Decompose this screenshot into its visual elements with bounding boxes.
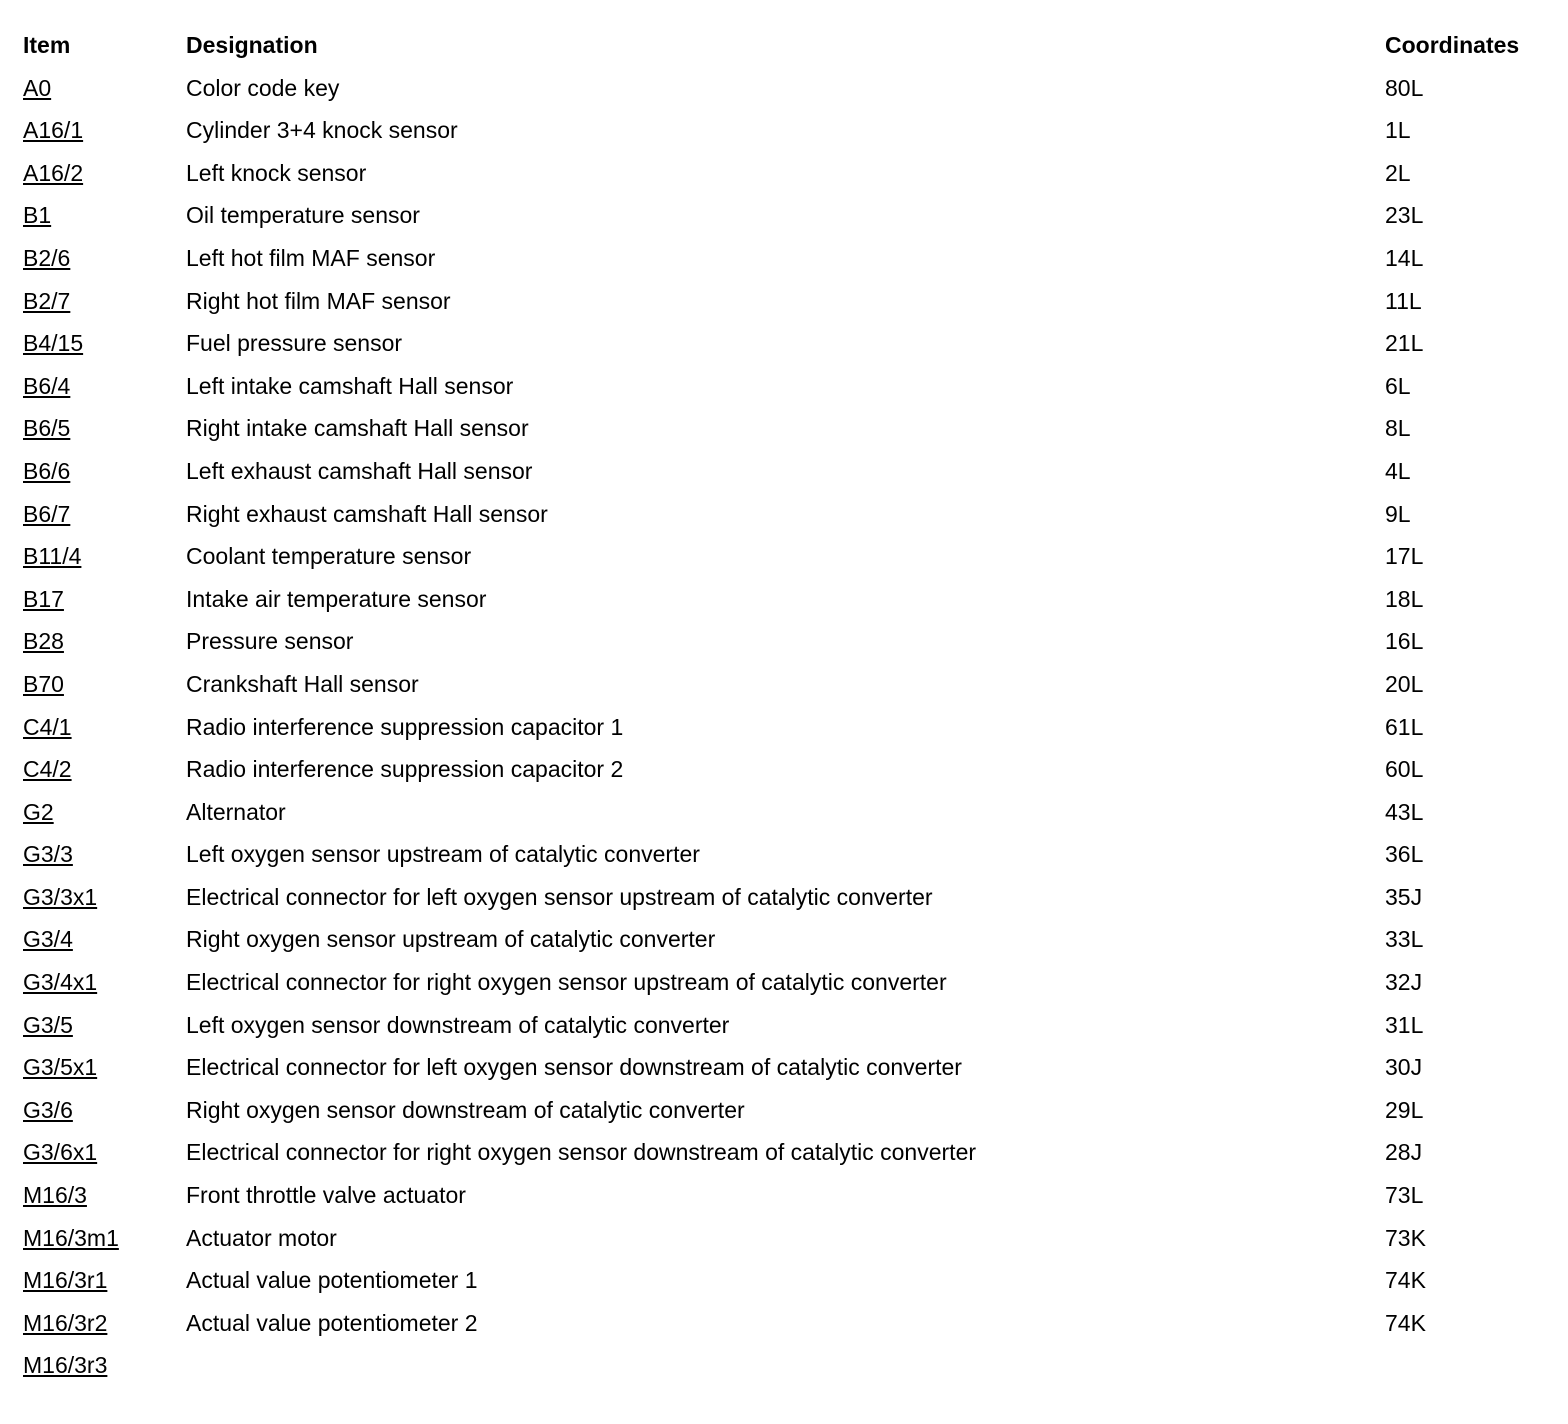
table-row bbox=[23, 237, 1553, 280]
table-row bbox=[23, 194, 1553, 237]
table-row bbox=[23, 1217, 1553, 1260]
coordinates-cell: 14L bbox=[1385, 244, 1424, 271]
coordinates-cell: 17L bbox=[1385, 543, 1424, 570]
item-link[interactable]: B70 bbox=[23, 670, 64, 697]
designation-cell: Left hot film MAF sensor bbox=[186, 244, 436, 271]
coordinates-cell: 9L bbox=[1385, 500, 1411, 527]
designation-cell: Cylinder 3+4 knock sensor bbox=[186, 117, 458, 144]
designation-cell: Radio interference suppression capacitor 2 bbox=[186, 756, 624, 783]
header-coordinates: Coordinates bbox=[1385, 32, 1520, 58]
designation-cell: Front throttle valve actuator bbox=[186, 1182, 466, 1209]
table-row bbox=[23, 620, 1553, 663]
item-link[interactable]: B6/6 bbox=[23, 457, 71, 484]
item-link[interactable]: B28 bbox=[23, 628, 64, 655]
designation-cell: Oil temperature sensor bbox=[186, 202, 420, 229]
table-row bbox=[23, 1046, 1553, 1089]
table-row bbox=[23, 322, 1553, 365]
coordinates-cell: 60L bbox=[1385, 756, 1424, 783]
item-link[interactable]: B2/7 bbox=[23, 287, 71, 314]
coordinates-cell: 35J bbox=[1385, 883, 1423, 910]
coordinates-cell: 61L bbox=[1385, 713, 1424, 740]
designation-cell: Electrical connector for right oxygen sensor downstream of catalytic converter bbox=[186, 1139, 977, 1166]
designation-cell: Actuator motor bbox=[186, 1224, 337, 1251]
coordinates-cell: 31L bbox=[1385, 1011, 1424, 1038]
table-body bbox=[23, 67, 1553, 1387]
table-row bbox=[23, 1004, 1553, 1047]
table-row bbox=[23, 1344, 1553, 1387]
table-row bbox=[23, 706, 1553, 749]
item-link[interactable]: B1 bbox=[23, 202, 52, 229]
coordinates-cell: 11L bbox=[1385, 287, 1422, 314]
table-row bbox=[23, 109, 1553, 152]
item-link[interactable]: B6/5 bbox=[23, 415, 71, 442]
item-link[interactable]: B11/4 bbox=[23, 543, 82, 570]
coordinates-cell: 32J bbox=[1385, 969, 1423, 996]
item-link[interactable]: B6/7 bbox=[23, 500, 71, 527]
table-row bbox=[23, 1174, 1553, 1217]
table-row bbox=[23, 918, 1553, 961]
designation-cell: Intake air temperature sensor bbox=[186, 585, 487, 612]
item-link[interactable]: B6/4 bbox=[23, 372, 71, 399]
coordinates-cell: 36L bbox=[1385, 841, 1424, 868]
table-row bbox=[23, 152, 1553, 195]
designation-cell: Alternator bbox=[186, 798, 286, 825]
item-link[interactable]: G3/3x1 bbox=[23, 883, 98, 910]
table-row bbox=[23, 67, 1553, 110]
item-link[interactable]: A16/2 bbox=[23, 159, 84, 186]
table-row bbox=[23, 493, 1553, 536]
coordinates-cell: 33L bbox=[1385, 926, 1424, 953]
coordinates-cell: 28J bbox=[1385, 1139, 1423, 1166]
table-header bbox=[23, 24, 1553, 67]
coordinates-cell: 18L bbox=[1385, 585, 1424, 612]
designation-cell: Color code key bbox=[186, 74, 340, 101]
item-link[interactable]: G3/4 bbox=[23, 926, 73, 953]
item-link[interactable]: A0 bbox=[23, 74, 52, 101]
designation-cell: Pressure sensor bbox=[186, 628, 354, 655]
coordinates-cell: 2L bbox=[1385, 159, 1411, 186]
designation-cell: Right hot film MAF sensor bbox=[186, 287, 451, 314]
table-row bbox=[23, 578, 1553, 621]
designation-cell: Left oxygen sensor downstream of catalytic converter bbox=[186, 1011, 730, 1038]
designation-cell: Coolant temperature sensor bbox=[186, 543, 472, 570]
item-link[interactable]: A16/1 bbox=[23, 117, 84, 144]
coordinates-cell: 20L bbox=[1385, 670, 1424, 697]
table-row bbox=[23, 791, 1553, 834]
table-row bbox=[23, 365, 1553, 408]
component-table bbox=[23, 24, 1553, 1387]
item-link[interactable]: G3/6 bbox=[23, 1096, 73, 1123]
table-row bbox=[23, 663, 1553, 706]
coordinates-cell: 6L bbox=[1385, 372, 1411, 399]
designation-cell: Left exhaust camshaft Hall sensor bbox=[186, 457, 533, 484]
table-row bbox=[23, 450, 1553, 493]
item-link[interactable]: G3/4x1 bbox=[23, 969, 98, 996]
item-link[interactable]: M16/3r2 bbox=[23, 1309, 108, 1336]
designation-cell: Crankshaft Hall sensor bbox=[186, 670, 419, 697]
header-designation: Designation bbox=[186, 32, 318, 58]
designation-cell: Electrical connector for right oxygen sensor upstream of catalytic converter bbox=[186, 969, 947, 996]
coordinates-cell: 43L bbox=[1385, 798, 1424, 825]
designation-cell: Actual value potentiometer 1 bbox=[186, 1267, 478, 1294]
item-link[interactable]: M16/3 bbox=[23, 1182, 87, 1209]
coordinates-cell: 74K bbox=[1385, 1309, 1426, 1336]
coordinates-cell: 29L bbox=[1385, 1096, 1424, 1123]
coordinates-cell: 73K bbox=[1385, 1224, 1426, 1251]
table-row bbox=[23, 407, 1553, 450]
header-item: Item bbox=[23, 32, 71, 58]
item-link[interactable]: G2 bbox=[23, 798, 54, 825]
item-link[interactable]: G3/6x1 bbox=[23, 1139, 98, 1166]
designation-cell: Electrical connector for left oxygen sensor upstream of catalytic converter bbox=[186, 883, 933, 910]
designation-cell: Left intake camshaft Hall sensor bbox=[186, 372, 514, 399]
coordinates-cell: 8L bbox=[1385, 415, 1411, 442]
designation-cell: Left oxygen sensor upstream of catalytic converter bbox=[186, 841, 700, 868]
designation-cell: Right oxygen sensor upstream of catalytic converter bbox=[186, 926, 716, 953]
item-link[interactable]: B17 bbox=[23, 585, 64, 612]
coordinates-cell: 80L bbox=[1385, 74, 1424, 101]
designation-cell: Right exhaust camshaft Hall sensor bbox=[186, 500, 548, 527]
item-link[interactable]: M16/3r1 bbox=[23, 1267, 108, 1294]
designation-cell: Left knock sensor bbox=[186, 159, 367, 186]
item-link[interactable]: M16/3r3 bbox=[23, 1352, 108, 1379]
table-row bbox=[23, 876, 1553, 919]
table-row bbox=[23, 535, 1553, 578]
designation-cell: Right oxygen sensor downstream of catalytic converter bbox=[186, 1096, 745, 1123]
item-link[interactable]: G3/5x1 bbox=[23, 1054, 98, 1081]
table-row bbox=[23, 961, 1553, 1004]
item-link[interactable]: M16/3m1 bbox=[23, 1224, 119, 1251]
designation-cell: Right intake camshaft Hall sensor bbox=[186, 415, 529, 442]
coordinates-cell: 21L bbox=[1385, 330, 1424, 357]
designation-cell: Actual value potentiometer 2 bbox=[186, 1309, 478, 1336]
coordinates-cell: 73L bbox=[1385, 1182, 1424, 1209]
designation-cell: Electrical connector for left oxygen sensor downstream of catalytic converter bbox=[186, 1054, 962, 1081]
table-row bbox=[23, 280, 1553, 323]
item-link[interactable]: B4/15 bbox=[23, 330, 84, 357]
coordinates-cell: 16L bbox=[1385, 628, 1424, 655]
designation-cell: Radio interference suppression capacitor 1 bbox=[186, 713, 624, 740]
item-link[interactable]: C4/1 bbox=[23, 713, 72, 740]
table-row bbox=[23, 833, 1553, 876]
table-row bbox=[23, 1302, 1553, 1345]
table-row bbox=[23, 748, 1553, 791]
coordinates-cell: 4L bbox=[1385, 457, 1411, 484]
table-row bbox=[23, 1131, 1553, 1174]
coordinates-cell: 74K bbox=[1385, 1267, 1426, 1294]
designation-cell: Fuel pressure sensor bbox=[186, 330, 403, 357]
table-row bbox=[23, 1259, 1553, 1302]
table-row bbox=[23, 1089, 1553, 1132]
coordinates-cell: 23L bbox=[1385, 202, 1424, 229]
coordinates-cell: 30J bbox=[1385, 1054, 1423, 1081]
item-link[interactable]: G3/3 bbox=[23, 841, 73, 868]
coordinates-cell: 1L bbox=[1385, 117, 1411, 144]
item-link[interactable]: C4/2 bbox=[23, 756, 72, 783]
item-link[interactable]: G3/5 bbox=[23, 1011, 73, 1038]
item-link[interactable]: B2/6 bbox=[23, 244, 71, 271]
